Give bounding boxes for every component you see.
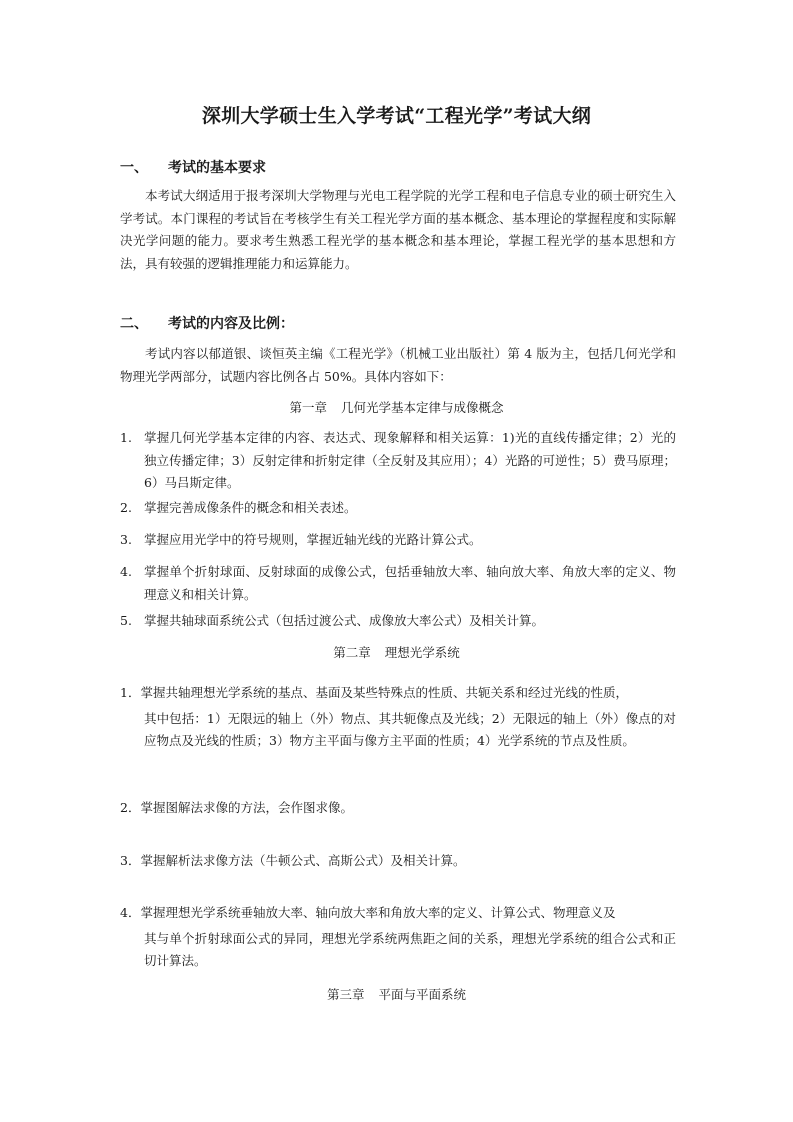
- list-item-text: 掌握完善成像条件的概念和相关表述。: [144, 500, 357, 515]
- section-2-title: 考试的内容及比例：: [168, 316, 294, 332]
- list-item-number: 1.: [120, 430, 132, 445]
- list-item: [120, 529, 676, 552]
- chapter-2-title: [0, 643, 793, 663]
- chapter-2-label: 第二章: [333, 645, 371, 660]
- chapter-1-name: 几何光学基本定律与成像概念: [341, 400, 504, 415]
- chapter-1-title: [0, 398, 793, 418]
- section-1-heading: [120, 158, 266, 178]
- list-item-text: 掌握应用光学中的符号规则，掌握近轴光线的光路计算公式。: [144, 532, 482, 547]
- list-item-number: 5.: [120, 613, 132, 628]
- list-item-number: 3.: [120, 532, 132, 547]
- list-item-first-line: 3．掌握解析法求像方法（牛顿公式、高斯公式）及相关计算。: [120, 853, 466, 868]
- chapter-3-title: [0, 985, 793, 1005]
- section-1-number: 一、: [120, 160, 148, 176]
- list-item: [120, 427, 676, 495]
- list-item-continuation: 其与单个折射球面公式的异同，理想光学系统两焦距之间的关系，理想光学系统的组合公式和正切计算法。: [144, 930, 676, 968]
- list-item: [120, 850, 676, 873]
- section-2-paragraph: 考试内容以郁道银、谈恒英主编《工程光学》（机械工业出版社）第 4 版为主，包括几何光学和物理光学两部分，试题内容比例各占 50%。具体内容如下：: [120, 346, 676, 384]
- section-2-number: 二、: [120, 316, 148, 332]
- chapter-3-label: 第三章: [326, 987, 365, 1002]
- list-item: [120, 497, 676, 520]
- section-1-paragraph: 本考试大纲适用于报考深圳大学物理与光电工程学院的光学工程和电子信息专业的硕士研究生入学考试。本门课程的考试旨在考核学生有关工程光学方面的基本概念、基本理论的掌握程度和实际解决光学问题的能力。要求考生熟悉工程光学的基本概念和基本理论，掌握工程光学的基本思想和方法，具有较强的逻辑推理能力和运算能力。: [120, 188, 676, 271]
- chapter-2-name: 理想光学系统: [384, 645, 460, 660]
- list-item: [120, 797, 676, 820]
- chapter-1-label: 第一章: [289, 400, 327, 415]
- section-2-heading: [120, 314, 294, 334]
- section-1-title: 考试的基本要求: [168, 160, 266, 176]
- list-item: [120, 610, 676, 633]
- list-item-text: 掌握几何光学基本定律的内容、表达式、现象解释和相关运算：1)光的直线传播定律；2）光的独立传播定律；3）反射定律和折射定律（全反射及其应用）；4）光路的可逆性；5）费马原理；6）马吕斯定律。: [144, 430, 676, 490]
- document-title: 深圳大学硕士生入学考试“工程光学”考试大纲: [201, 105, 592, 127]
- list-item-number: 2.: [120, 500, 132, 515]
- list-item-first-line: 1．掌握共轴理想光学系统的基点、基面及某些特殊点的性质、共轭关系和经过光线的性质，: [120, 685, 628, 700]
- chapter-3-name: 平面与平面系统: [378, 987, 467, 1002]
- list-item: [120, 682, 676, 753]
- list-item: [120, 561, 676, 606]
- list-item-text: 掌握单个折射球面、反射球面的成像公式，包括垂轴放大率、轴向放大率、角放大率的定义、物理意义和相关计算。: [144, 564, 676, 602]
- list-item-continuation: 其中包括：1）无限远的轴上（外）物点、其共轭像点及光线；2）无限远的轴上（外）像点的对应物点及光线的性质；3）物方主平面与像方主平面的性质；4）光学系统的节点及性质。: [144, 710, 676, 748]
- list-item: [120, 902, 676, 973]
- list-item-first-line: 4．掌握理想光学系统垂轴放大率、轴向放大率和角放大率的定义、计算公式、物理意义及: [120, 905, 616, 920]
- list-item-text: 掌握共轴球面系统公式（包括过渡公式、成像放大率公式）及相关计算。: [144, 613, 545, 628]
- list-item-first-line: 2．掌握图解法求像的方法，会作图求像。: [120, 800, 353, 815]
- list-item-number: 4.: [120, 564, 132, 579]
